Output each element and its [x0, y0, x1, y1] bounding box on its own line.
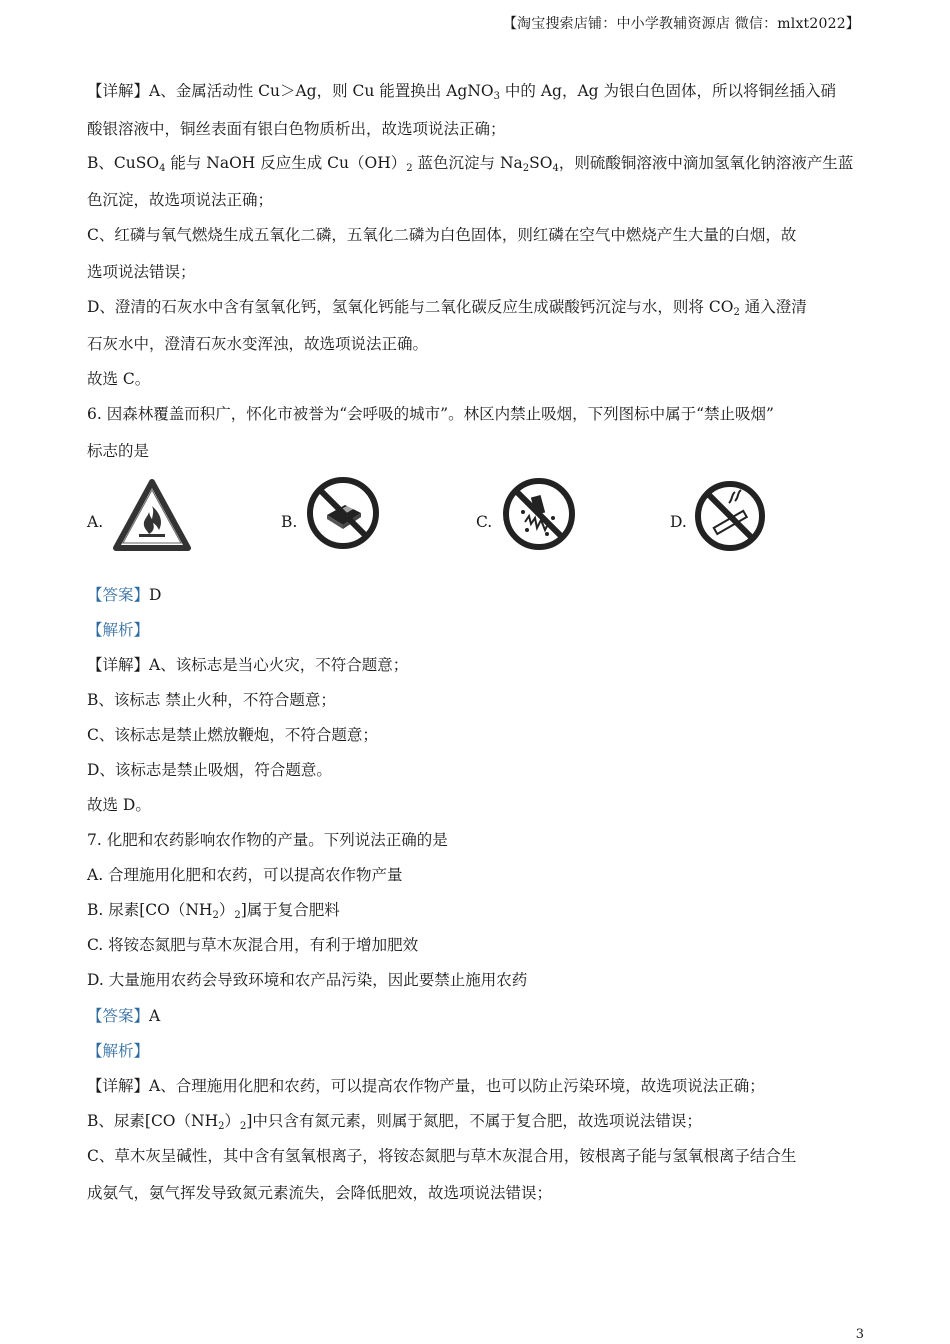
q7-detail-a: 【详解】A、合理施用化肥和农药，可以提高农作物产量，也可以防止污染环境，故选项说法正确； [87, 1077, 765, 1095]
q7-detail-c-line2: 成氨气，氨气挥发导致氮元素流失，会降低肥效，故选项说法错误； [87, 1184, 553, 1202]
q6-option-c-label: C. [476, 513, 493, 531]
q7-option-a: A. 合理施用化肥和农药，可以提高农作物产量 [87, 866, 403, 884]
no-firecrackers-icon [501, 476, 577, 556]
q6-answer: 【答案】D [87, 586, 162, 604]
no-open-flame-icon [305, 475, 381, 555]
q7-detail-b: B、尿素$[CO(NH_2)_2]$中只含有氮元素，则属于氮肥，不属于复合肥，故选项说法错误； [87, 1112, 702, 1132]
q6-option-b-label: B. [281, 513, 298, 531]
q5-detail-a-line1: 【详解】A、金属活动性 Cu＞Ag，则 Cu 能置换出 AgNO$_3$ 中的 Ag，Ag 为银白色固体，所以将铜丝插入硝 [87, 82, 836, 102]
flammable-warning-icon [113, 478, 191, 556]
q7-option-d: D. 大量施用农药会导致环境和农产品污染，因此要禁止施用农药 [87, 971, 528, 989]
q5-detail-c-line2: 选项说法错误； [87, 263, 196, 281]
q6-stem-line2: 标志的是 [87, 442, 150, 460]
q6-detail-a: 【详解】A、该标志是当心火灾，不符合题意； [87, 656, 409, 674]
q6-analysis-label: 【解析】 [87, 621, 150, 639]
q7-option-c: C. 将铵态氮肥与草木灰混合用，有利于增加肥效 [87, 936, 419, 954]
q5-conclusion: 故选 C。 [87, 370, 151, 388]
q5-detail-c-line1: C、红磷与氧气燃烧生成五氧化二磷，五氧化二磷为白色固体，则红磷在空气中燃烧产生大量的白烟，故 [87, 226, 797, 244]
q5-detail-d-line2: 石灰水中，澄清石灰水变浑浊，故选项说法正确。 [87, 335, 429, 353]
q5-detail-d-line1: D、澄清的石灰水中含有氢氧化钙，氢氧化钙能与二氧化碳反应生成碳酸钙沉淀与水，则将 $CO_2$ 通入澄清 [87, 298, 807, 318]
q6-detail-d: D、该标志是禁止吸烟，符合题意。 [87, 761, 332, 779]
q5-detail-b-line2: 色沉淀，故选项说法正确； [87, 191, 274, 209]
q7-answer: 【答案】A [87, 1007, 161, 1025]
q6-option-d-label: D. [670, 513, 687, 531]
page-header: 【淘宝搜索店铺：中小学教辅资源店 微信：mlxt2022】 [502, 16, 860, 32]
q5-detail-b-line1: B、CuSO$_4$ 能与 NaOH 反应生成 $Cu(OH)_2$ 蓝色沉淀与 $Na_2SO_4$，则硫酸铜溶液中滴加氢氧化钠溶液产生蓝 [87, 154, 854, 174]
q6-conclusion: 故选 D。 [87, 796, 151, 814]
q6-stem-line1: 6. 因森林覆盖而积广，怀化市被誉为“会呼吸的城市”。林区内禁止吸烟，下列图标中属于“禁止吸烟” [87, 405, 774, 423]
no-smoking-icon [693, 479, 767, 557]
q6-detail-b: B、该标志 禁止火种，不符合题意； [87, 691, 336, 709]
q6-option-a-label: A. [87, 513, 104, 531]
q7-analysis-label: 【解析】 [87, 1042, 150, 1060]
q7-option-b: B. 尿素$[CO(NH_2)_2]$属于复合肥料 [87, 901, 340, 921]
q7-detail-c-line1: C、草木灰呈碱性，其中含有氢氧根离子，将铵态氮肥与草木灰混合用，铵根离子能与氢氧根离子结合生 [87, 1147, 797, 1165]
q5-detail-a-line2: 酸银溶液中，铜丝表面有银白色物质析出，故选项说法正确； [87, 120, 506, 138]
q6-detail-c: C、该标志是禁止燃放鞭炮，不符合题意； [87, 726, 378, 744]
q7-stem: 7. 化肥和农药影响农作物的产量。下列说法正确的是 [87, 831, 448, 849]
page-number: 3 [855, 1327, 864, 1342]
